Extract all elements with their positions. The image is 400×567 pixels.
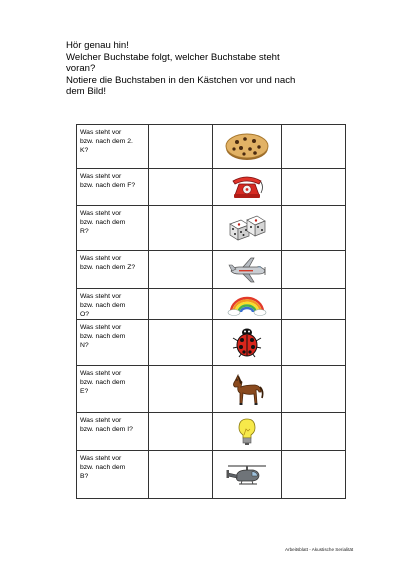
instruction-line: voran? [66,63,96,75]
table-row [77,289,346,320]
question-text: R? [80,228,89,235]
rainbow-icon [227,292,267,316]
answer-box-before[interactable] [149,125,213,169]
table-row [77,251,346,289]
answer-box-after[interactable] [282,251,346,289]
table-row [77,451,346,499]
question-text: bzw. nach dem Z? [80,264,136,271]
picture-cell [213,289,282,320]
instruction-line: Welcher Buchstabe folgt, welcher Buchstabe steht [66,51,280,63]
question-text: Was steht vor [80,173,122,180]
question-text: Was steht vor [80,455,122,462]
answer-box-before[interactable] [149,413,213,451]
airplane-icon [227,256,267,284]
question-text: bzw. nach dem [80,379,126,386]
table-row [77,366,346,413]
picture-cell [213,125,282,169]
answer-box-after[interactable] [282,366,346,413]
question-text: Was steht vor [80,293,122,300]
question-text: Was steht vor [80,324,122,331]
instruction-line: Hör genau hin! [66,40,129,51]
question-cell [77,413,149,451]
answer-box-after[interactable] [282,125,346,169]
question-cell [77,366,149,413]
table-row [77,125,346,169]
instructions [66,40,336,98]
answer-box-before[interactable] [149,206,213,251]
question-text: bzw. nach dem [80,333,126,340]
answer-box-before[interactable] [149,289,213,320]
picture-cell [213,413,282,451]
answer-box-after[interactable] [282,169,346,206]
telephone-icon [230,173,264,201]
question-text: K? [80,147,89,154]
picture-cell [213,251,282,289]
question-text: bzw. nach dem [80,464,126,471]
question-cell [77,125,149,169]
question-text: Was steht vor [80,417,122,424]
question-text: Was steht vor [80,370,122,377]
letter-table [76,124,346,499]
answer-box-after[interactable] [282,289,346,320]
instruction-line: Notiere die Buchstaben in den Kästchen vor und nach [66,74,296,86]
footer-text: Arbeitsblatt - Akustische Serialität [285,547,354,552]
answer-box-after[interactable] [282,451,346,499]
answer-box-before[interactable] [149,320,213,366]
question-text: Was steht vor [80,210,122,217]
answer-box-before[interactable] [149,169,213,206]
horse-icon [229,371,265,407]
cookie-icon [224,132,270,162]
picture-cell [213,451,282,499]
question-cell [77,251,149,289]
instruction-line: dem Bild! [66,86,106,98]
question-text: bzw. nach dem [80,302,126,309]
lightbulb-icon [236,417,258,447]
table-row [77,320,346,366]
picture-cell [213,320,282,366]
question-cell [77,289,149,320]
picture-cell [213,206,282,251]
question-text: bzw. nach dem I? [80,426,133,433]
question-text: Was steht vor [80,255,122,262]
question-cell [77,320,149,366]
question-text: O? [80,311,90,318]
question-text: Was steht vor [80,129,122,136]
ladybug-icon [232,327,262,359]
picture-cell [213,366,282,413]
picture-cell [213,169,282,206]
question-cell [77,206,149,251]
answer-box-before[interactable] [149,451,213,499]
dice-icon [227,214,267,242]
question-text: B? [80,473,89,480]
question-text: bzw. nach dem [80,219,126,226]
table-row [77,169,346,206]
question-text: bzw. nach dem F? [80,182,136,189]
helicopter-icon [225,462,269,488]
table-row [77,413,346,451]
answer-box-after[interactable] [282,320,346,366]
answer-box-before[interactable] [149,251,213,289]
question-cell [77,169,149,206]
answer-box-after[interactable] [282,206,346,251]
question-text: N? [80,342,89,349]
answer-box-before[interactable] [149,366,213,413]
question-text: bzw. nach dem 2. [80,138,133,145]
table-row [77,206,346,251]
question-cell [77,451,149,499]
question-text: E? [80,388,89,395]
answer-box-after[interactable] [282,413,346,451]
